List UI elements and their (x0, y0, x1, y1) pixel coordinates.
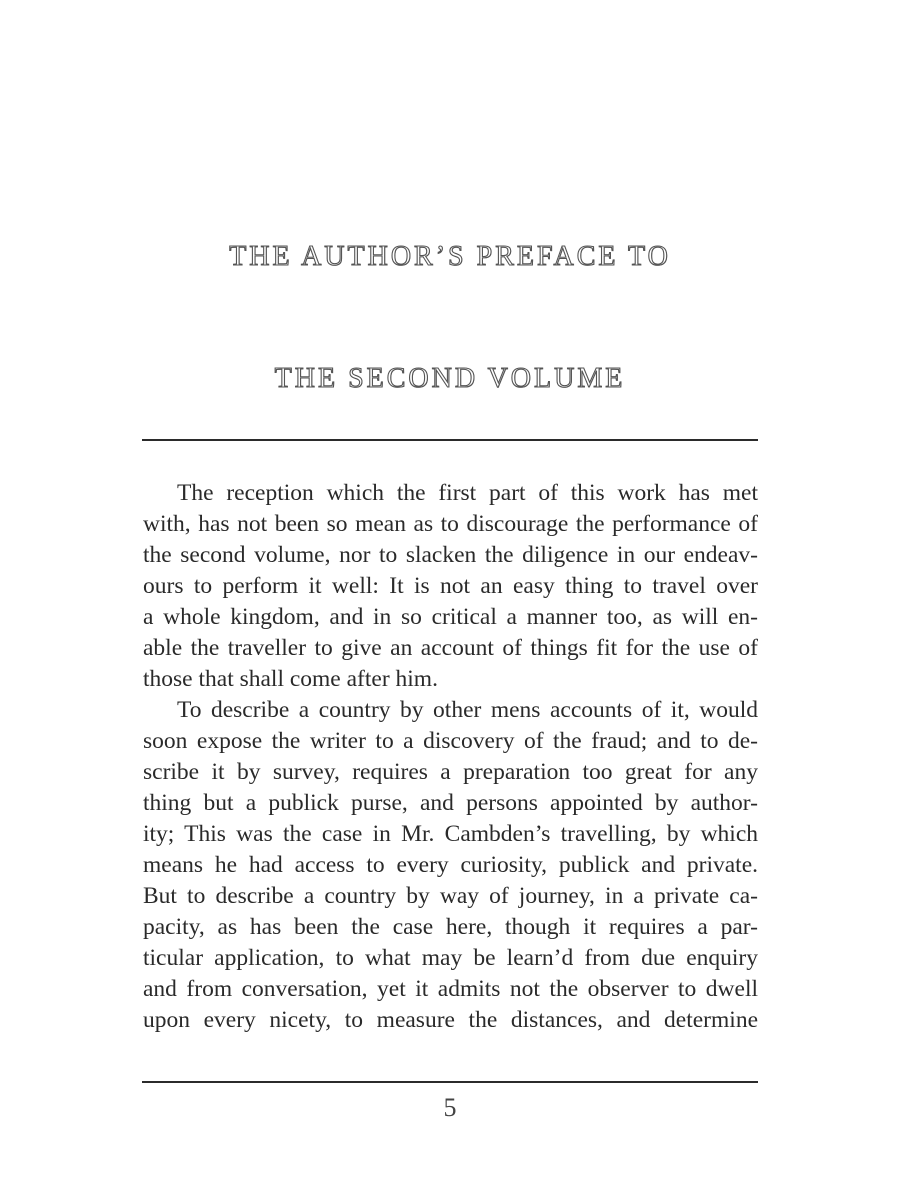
text-line: ticular application, to what may be learn’d from due enquiry (143, 945, 758, 971)
chapter-title-line-2: THE SECOND VOLUME (274, 363, 626, 394)
text-line: ours to perform it well: It is not an easy thing to travel over (143, 573, 758, 599)
text-line: the second volume, nor to slacken the diligence in our endeav- (143, 542, 758, 568)
text-line: with, has not been so mean as to discourage the performance of (143, 511, 758, 537)
text-line: and from conversation, yet it admits not the observer to dwell (143, 976, 758, 1002)
text-line: The reception which the first part of this work has met (177, 480, 758, 506)
text-line: means he had access to every curiosity, publick and private. (143, 852, 758, 878)
text-line: To describe a country by other mens accounts of it, would (177, 697, 758, 723)
text-line: upon every nicety, to measure the distances, and determine (143, 1007, 758, 1033)
text-line: But to describe a country by way of journey, in a private ca- (143, 883, 758, 909)
top-divider-rule (142, 439, 758, 441)
text-line: a whole kingdom, and in so critical a manner too, as will en- (143, 604, 758, 630)
text-line: soon expose the writer to a discovery of the fraud; and to de- (143, 728, 758, 754)
text-line: those that shall come after him. (143, 666, 438, 692)
paragraph-1 (143, 478, 758, 695)
page-number: 5 (443, 1093, 457, 1122)
text-line: pacity, as has been the case here, though it requires a par- (143, 914, 758, 940)
paragraph-2 (143, 695, 758, 1036)
text-line: scribe it by survey, requires a preparation too great for any (143, 759, 758, 785)
bottom-divider-rule (142, 1081, 758, 1083)
text-line: ity; This was the case in Mr. Cambden’s travelling, by which (143, 821, 758, 847)
text-line: able the traveller to give an account of things fit for the use of (143, 635, 758, 661)
text-line: thing but a publick purse, and persons appointed by author- (143, 790, 758, 816)
chapter-title-line-1: THE AUTHOR’S PREFACE TO (229, 241, 671, 272)
preface-body (143, 478, 758, 1036)
